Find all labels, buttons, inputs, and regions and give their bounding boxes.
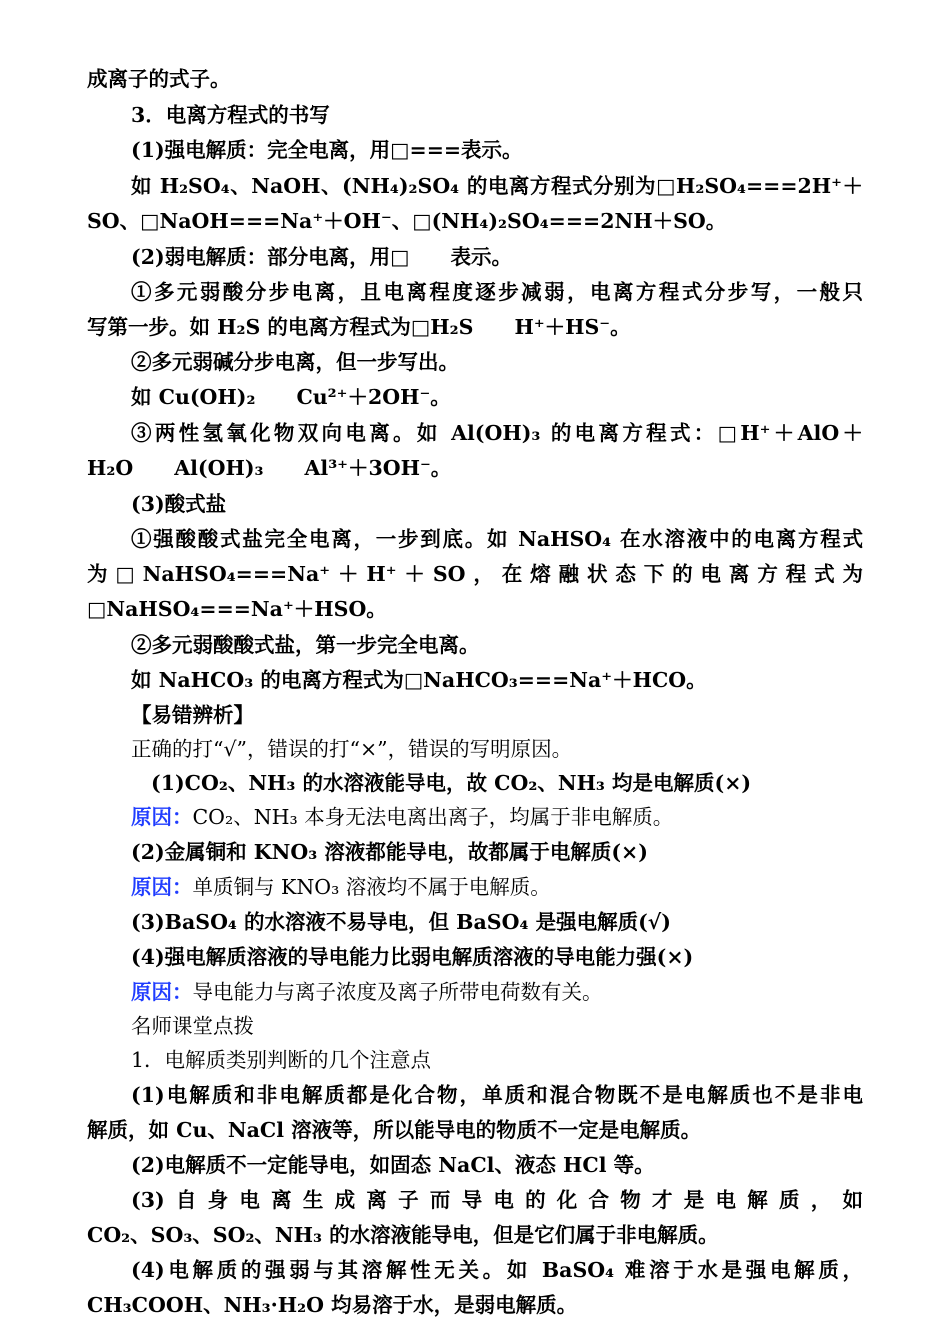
text-line-strong-acid-salt-2: 为□NaHSO₄===Na⁺＋H⁺＋SO，在熔融状态下的电离方程式为 bbox=[87, 562, 863, 586]
text-line-examples-1: 如 H₂SO₄、NaOH、(NH₄)₂SO₄ 的电离方程式分别为□H₂SO₄===2H⁺＋ bbox=[131, 174, 863, 198]
note-3-line-1: (3)自身电离生成离子而导电的化合物才是电解质，如 bbox=[131, 1188, 863, 1212]
item-3-statement: (3)BaSO₄ 的水溶液不易导电，但 BaSO₄ 是强电解质(√) bbox=[131, 910, 671, 934]
reason-text: 单质铜与 KNO₃ 溶液均不属于电解质。 bbox=[192, 875, 551, 899]
text-line-nahco3: 如 NaHCO₃ 的电离方程式为□NaHCO₃===Na⁺＋HCO。 bbox=[131, 668, 707, 692]
section-heading-ionization-equations: 3．电离方程式的书写 bbox=[131, 103, 330, 127]
item-2-reason bbox=[131, 872, 863, 902]
text-line-examples-2: SO、□NaOH===Na⁺＋OH⁻、□(NH₄)₂SO₄===2NH＋SO。 bbox=[87, 209, 727, 233]
text-line-strong-electrolyte: (1)强电解质：完全电离，用□===表示。 bbox=[131, 138, 523, 162]
note-3-line-2: CO₂、SO₃、SO₂、NH₃ 的水溶液能导电，但是它们属于非电解质。 bbox=[87, 1223, 719, 1247]
item-1-statement: (1)CO₂、NH₃ 的水溶液能导电，故 CO₂、NH₃ 均是电解质(×) bbox=[151, 771, 752, 795]
note-1-line-2: 解质，如 Cu、NaCl 溶液等，所以能导电的物质不一定是电解质。 bbox=[87, 1118, 702, 1142]
note-4-line-1: (4)电解质的强弱与其溶解性无关。如 BaSO₄ 难溶于水是强电解质， bbox=[131, 1258, 863, 1282]
text-line-cuoh2: 如 Cu(OH)₂ Cu²⁺＋2OH⁻。 bbox=[131, 385, 451, 409]
section-heading-teacher-notes: 名师课堂点拨 bbox=[131, 1014, 254, 1038]
reason-text: CO₂、NH₃ 本身无法电离出离子，均属于非电解质。 bbox=[192, 805, 674, 829]
text-line-strong-acid-salt-3: □NaHSO₄===Na⁺＋HSO。 bbox=[87, 597, 387, 621]
item-4-statement: (4)强电解质溶液的导电能力比弱电解质溶液的导电能力强(×) bbox=[131, 945, 694, 969]
note-2: (2)电解质不一定能导电，如固态 NaCl、液态 HCl 等。 bbox=[131, 1153, 655, 1177]
text-line-acid-salt-heading: (3)酸式盐 bbox=[131, 492, 227, 516]
text-line-polyacid-2: 写第一步。如 H₂S 的电离方程式为□H₂S H⁺＋HS⁻。 bbox=[87, 315, 631, 339]
reason-label: 原因： bbox=[131, 980, 193, 1004]
text-line-strong-acid-salt-1: ①强酸酸式盐完全电离，一步到底。如 NaHSO₄ 在水溶液中的电离方程式 bbox=[131, 527, 863, 551]
text-line-1: 成离子的式子。 bbox=[87, 67, 231, 91]
item-1-reason bbox=[131, 802, 863, 832]
text-line-polyacid-1: ①多元弱酸分步电离，且电离程度逐步减弱，电离方程式分步写，一般只 bbox=[131, 280, 863, 304]
subheading-notes: 1．电解质类别判断的几个注意点 bbox=[131, 1048, 432, 1072]
text-line-amphoteric-1: ③两性氢氧化物双向电离。如 Al(OH)₃ 的电离方程式：□H⁺＋AlO＋ bbox=[131, 421, 863, 445]
note-1-line-1: (1)电解质和非电解质都是化合物，单质和混合物既不是电解质也不是非电 bbox=[131, 1083, 863, 1107]
item-2-statement: (2)金属铜和 KNO₃ 溶液都能导电，故都属于电解质(×) bbox=[131, 840, 648, 864]
text-line-instructions: 正确的打“√”，错误的打“×”，错误的写明原因。 bbox=[131, 737, 573, 761]
text-line-weak-electrolyte: (2)弱电解质：部分电离，用□ 表示。 bbox=[131, 245, 513, 269]
text-line-amphoteric-2: H₂O Al(OH)₃ Al³⁺＋3OH⁻。 bbox=[87, 456, 452, 480]
section-heading-error-analysis: 【易错辨析】 bbox=[131, 703, 254, 727]
item-4-reason bbox=[131, 977, 863, 1007]
text-line-weak-acid-salt: ②多元弱酸酸式盐，第一步完全电离。 bbox=[131, 633, 480, 657]
text-line-polybase: ②多元弱碱分步电离，但一步写出。 bbox=[131, 350, 459, 374]
reason-text: 导电能力与离子浓度及离子所带电荷数有关。 bbox=[192, 980, 603, 1004]
reason-label: 原因： bbox=[131, 875, 193, 899]
note-4-line-2: CH₃COOH、NH₃·H₂O 均易溶于水，是弱电解质。 bbox=[87, 1293, 578, 1317]
reason-label: 原因： bbox=[131, 805, 193, 829]
